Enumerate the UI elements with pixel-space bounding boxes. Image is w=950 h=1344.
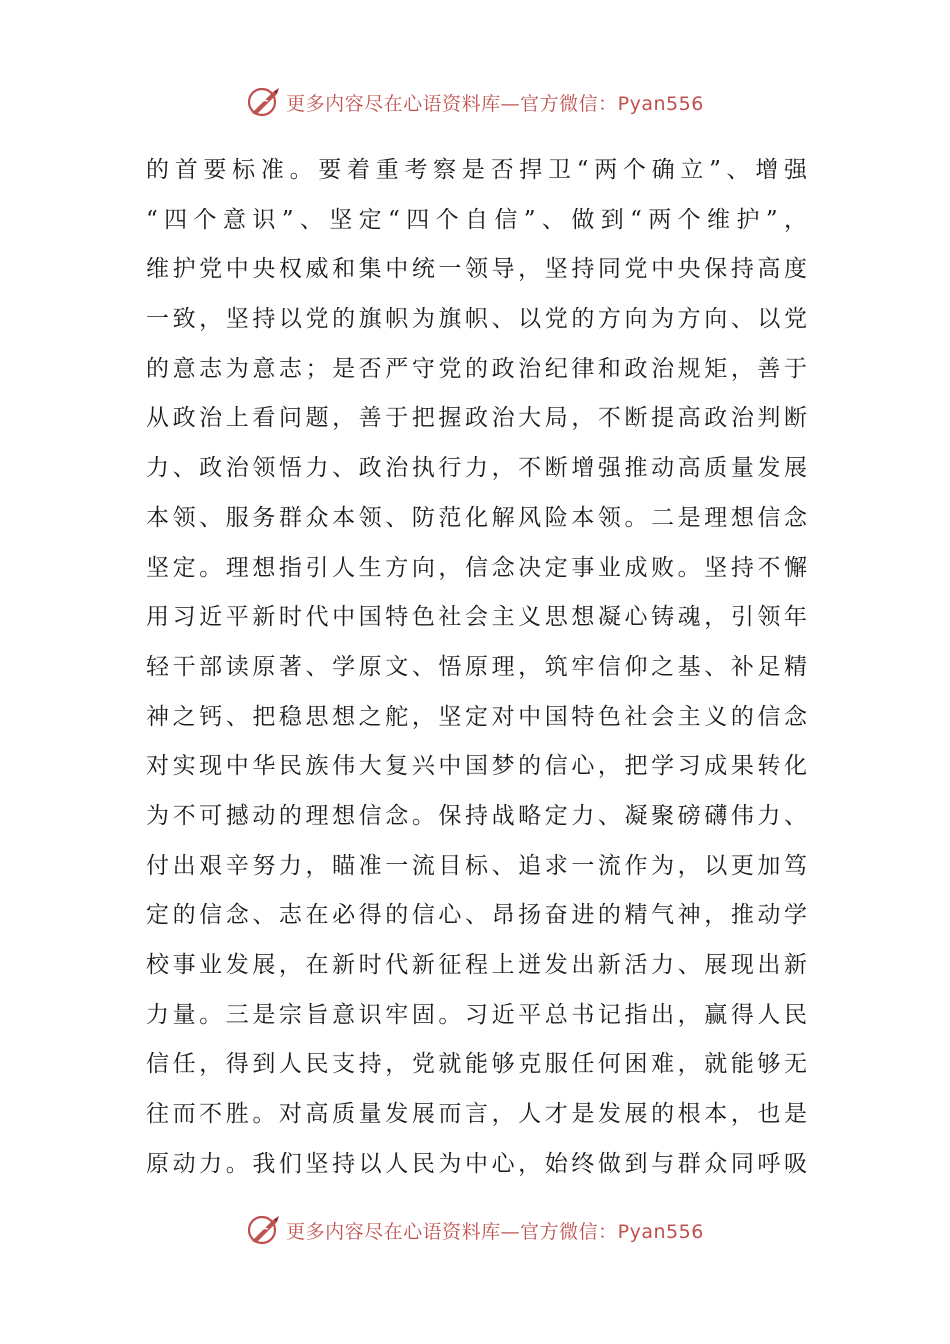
- text-line: 原动力。我们坚持以人民为中心，始终做到与群众同呼吸: [146, 1150, 808, 1177]
- footer-banner: [0, 1210, 950, 1250]
- text-line: 校事业发展，在新时代新征程上迸发出新活力、展现出新: [146, 952, 808, 978]
- text-line: 轻干部读原著、学原文、悟原理，筑牢信仰之基、补足精: [146, 653, 808, 680]
- footer-wechat-id: Pyan556: [617, 1220, 704, 1243]
- text-line: 的意志为意志；是否严守党的政治纪律和政治规矩，善于: [146, 355, 808, 382]
- text-line: 维护党中央权威和集中统一领导，坚持同党中央保持高度: [146, 256, 808, 283]
- footer-banner-text: 更多内容尽在心语资料库—官方微信：: [286, 1220, 618, 1243]
- text-line: 本领、服务群众本领、防范化解风险本领。二是理想信念: [146, 504, 808, 531]
- text-line: 从政治上看问题，善于把握政治大局，不断提高政治判断: [146, 405, 808, 432]
- text-line: 神之钙、把稳思想之舵，坚定对中国特色社会主义的信念: [146, 703, 808, 730]
- text-line: 力量。三是宗旨意识牢固。习近平总书记指出，赢得人民: [146, 1001, 808, 1028]
- header-banner: [0, 82, 950, 122]
- header-wechat-id: Pyan556: [617, 92, 704, 115]
- pen-logo-icon: [246, 85, 282, 119]
- text-line: 往而不胜。对高质量发展而言，人才是发展的根本，也是: [146, 1101, 808, 1128]
- pen-logo-icon: [246, 1213, 282, 1247]
- text-line: 力、政治领悟力、政治执行力，不断增强推动高质量发展: [146, 455, 808, 482]
- text-line: 定的信念、志在必得的信心、昂扬奋进的精气神，推动学: [146, 902, 808, 929]
- text-line: 对实现中华民族伟大复兴中国梦的信心，把学习成果转化: [146, 753, 808, 780]
- text-line: 为不可撼动的理想信念。保持战略定力、凝聚磅礴伟力、: [146, 802, 808, 829]
- text-line: 信任，得到人民支持，党就能够克服任何困难，就能够无: [146, 1051, 808, 1078]
- text-line: 用习近平新时代中国特色社会主义思想凝心铸魂，引领年: [146, 604, 808, 631]
- text-line: “四个意识”、坚定“四个自信”、做到“两个维护”，: [146, 206, 808, 233]
- header-banner-text: 更多内容尽在心语资料库—官方微信：: [286, 92, 618, 115]
- body-text: [146, 146, 808, 1189]
- text-line: 坚定。理想指引人生方向，信念决定事业成败。坚持不懈: [146, 554, 808, 581]
- text-line: 付出艰辛努力，瞄准一流目标、追求一流作为，以更加笃: [146, 852, 808, 879]
- text-line: 的首要标准。要着重考察是否捍卫“两个确立”、增强: [146, 157, 808, 183]
- text-line: 一致，坚持以党的旗帜为旗帜、以党的方向为方向、以党: [146, 306, 808, 333]
